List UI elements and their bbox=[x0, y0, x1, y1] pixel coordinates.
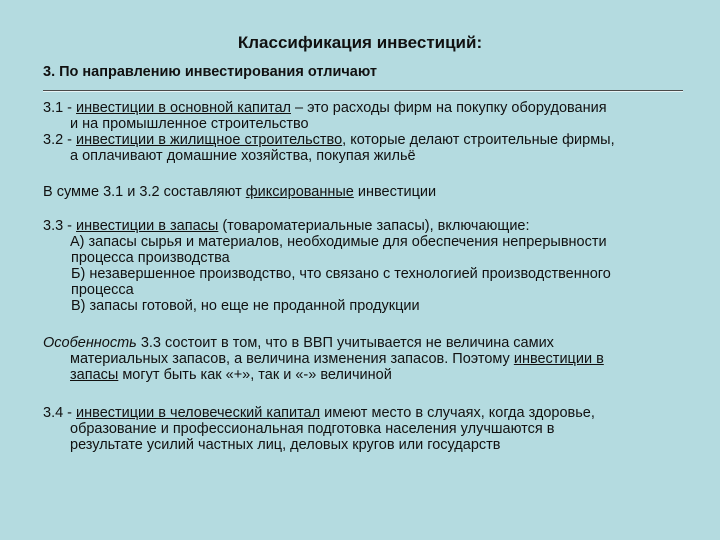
subitem-a: А) запасы сырья и материалов, необходимые для обеспечения непрерывности bbox=[70, 234, 607, 250]
spacer bbox=[43, 383, 688, 399]
paragraph-feature bbox=[43, 335, 688, 351]
slide-body bbox=[43, 100, 688, 453]
sum-text: В сумме 3.1 и 3.2 составляют bbox=[43, 184, 246, 200]
sum-text-end: инвестиции bbox=[353, 184, 437, 200]
subitem-c: В) запасы готовой, но еще не проданной продукции bbox=[71, 298, 420, 314]
spacer bbox=[43, 314, 688, 330]
item-text: , которые делают строительные фирмы, bbox=[342, 132, 615, 148]
paragraph-feature-line2 bbox=[43, 351, 688, 367]
subitem-b-cont: процесса bbox=[71, 282, 134, 298]
feature-text: материальных запасов, а величина изменения запасов. Поэтому bbox=[70, 351, 514, 367]
feature-text: могут быть как «+», так и «-» величиной bbox=[118, 367, 392, 383]
slide-subtitle: 3. По направлению инвестирования отличают bbox=[43, 64, 377, 80]
term-inventory: инвестиции в запасы bbox=[76, 218, 219, 234]
term-feature: Особенность bbox=[43, 335, 137, 351]
divider-line bbox=[43, 90, 683, 91]
term-housing: инвестиции в жилищное строительство bbox=[76, 132, 343, 148]
subitem-b: Б) незавершенное производство, что связано с технологией производственного bbox=[71, 266, 611, 282]
spacer bbox=[43, 164, 688, 180]
paragraph-3-4 bbox=[43, 405, 688, 421]
item-number: 3.3 - bbox=[43, 218, 77, 234]
paragraph-feature-line3 bbox=[43, 367, 688, 383]
paragraph-3-2-cont: а оплачивают домашние хозяйства, покупая жильё bbox=[70, 148, 416, 164]
paragraph-3-1-cont: и на промышленное строительство bbox=[70, 116, 309, 132]
paragraph-3-1 bbox=[43, 100, 688, 116]
term-inventory-investment-end: запасы bbox=[70, 367, 119, 383]
term-fixed: фиксированные bbox=[245, 184, 354, 200]
item-text: имеют место в случаях, когда здоровье, bbox=[320, 405, 595, 421]
feature-text: 3.3 состоит в том, что в ВВП учитывается не величина самих bbox=[136, 335, 554, 351]
paragraph-sum bbox=[43, 184, 688, 200]
subitem-a-cont: процесса производства bbox=[71, 250, 230, 266]
paragraph-3-4-line2: образование и профессиональная подготовка населения улучшаются в bbox=[70, 421, 555, 437]
term-fixed-capital: инвестиции в основной капитал bbox=[76, 100, 291, 116]
paragraph-3-3 bbox=[43, 218, 688, 234]
paragraph-3-4-line3: результате усилий частных лиц, деловых кругов или государств bbox=[70, 437, 501, 453]
item-number: 3.4 - bbox=[43, 405, 77, 421]
term-human-capital: инвестиции в человеческий капитал bbox=[76, 405, 321, 421]
term-inventory-investment: инвестиции в bbox=[513, 351, 604, 367]
item-text: (товароматериальные запасы), включающие: bbox=[218, 218, 530, 234]
slide-title: Классификация инвестиций: bbox=[237, 33, 483, 52]
spacer bbox=[43, 200, 688, 216]
paragraph-3-2 bbox=[43, 132, 688, 148]
item-number: 3.1 - bbox=[43, 100, 77, 116]
item-text: – это расходы фирм на покупку оборудования bbox=[290, 100, 607, 116]
item-number: 3.2 - bbox=[43, 132, 77, 148]
